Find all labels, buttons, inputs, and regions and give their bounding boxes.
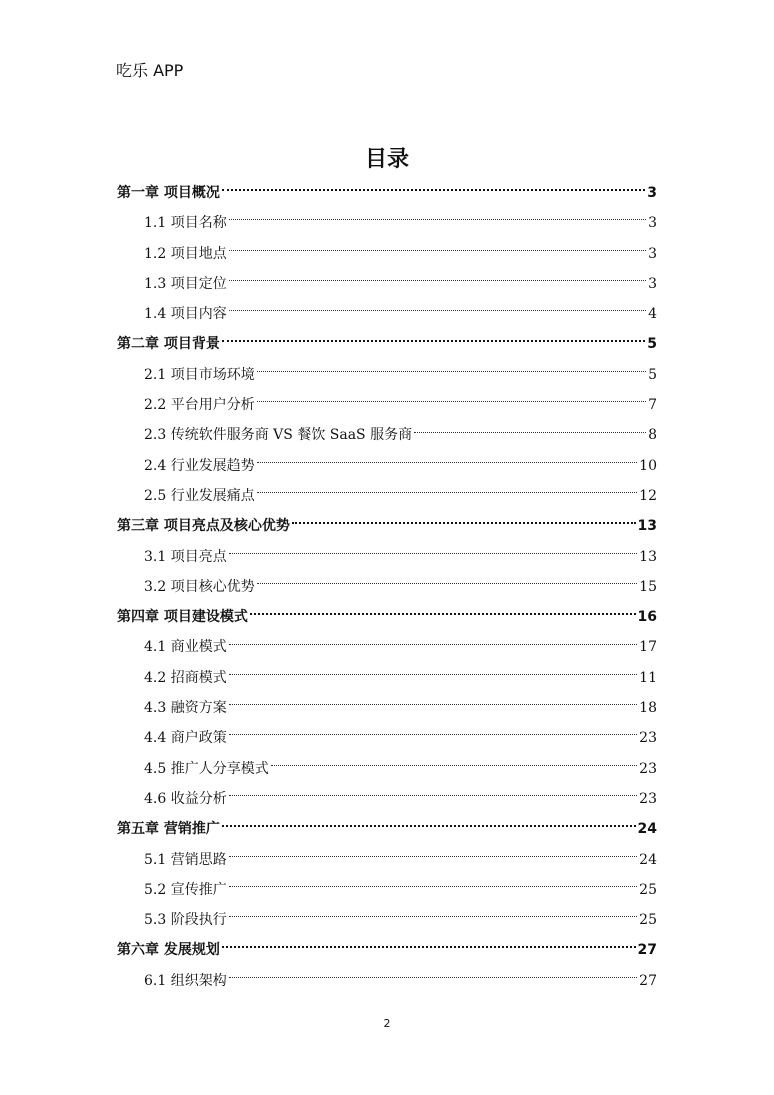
dot-leader (257, 461, 637, 463)
toc-entry-page: 7 (648, 397, 657, 414)
toc-entry-label: 1.3 项目定位 (144, 275, 227, 292)
toc-entry-page: 27 (639, 972, 657, 989)
toc-entry-page: 23 (639, 730, 657, 747)
toc-entry-page: 25 (639, 881, 657, 898)
toc-entry-page: 4 (648, 306, 657, 323)
toc-entry-label: 第一章 项目概况 (117, 185, 220, 201)
toc-entry-page: 13 (637, 518, 657, 535)
dot-leader (222, 824, 636, 827)
dot-leader (229, 915, 637, 917)
toc-entry-label: 2.4 行业发展趋势 (144, 457, 255, 474)
toc-entry-label: 2.3 传统软件服务商 VS 餐饮 SaaS 服务商 (144, 427, 413, 444)
toc-section-entry[interactable] (117, 542, 657, 572)
dot-leader (257, 400, 646, 402)
toc-section-entry[interactable] (117, 754, 657, 784)
toc-entry-label: 4.1 商业模式 (144, 639, 227, 656)
toc-entry-label: 4.6 收益分析 (144, 790, 227, 807)
toc-entry-page: 18 (639, 700, 657, 717)
toc-section-entry[interactable] (117, 481, 657, 511)
dot-leader (257, 370, 646, 372)
toc-section-entry[interactable] (117, 693, 657, 723)
toc-entry-page: 23 (639, 790, 657, 807)
toc-entry-label: 5.1 营销思路 (144, 851, 227, 868)
toc-entry-page: 11 (639, 669, 657, 686)
table-of-contents (117, 178, 657, 996)
toc-entry-page: 3 (648, 275, 657, 292)
dot-leader (229, 643, 637, 645)
toc-section-entry[interactable] (117, 269, 657, 299)
dot-leader (229, 703, 637, 705)
dot-leader (271, 764, 637, 766)
dot-leader (229, 794, 637, 796)
dot-leader (229, 218, 646, 220)
dot-leader (222, 945, 636, 948)
toc-section-entry[interactable] (117, 632, 657, 662)
toc-entry-label: 1.1 项目名称 (144, 215, 227, 232)
dot-leader (229, 249, 646, 251)
dot-leader (222, 188, 645, 191)
dot-leader (229, 309, 646, 311)
toc-entry-label: 3.1 项目亮点 (144, 548, 227, 565)
toc-chapter-entry[interactable] (117, 935, 657, 965)
toc-entry-label: 4.5 推广人分享模式 (144, 760, 269, 777)
toc-entry-page: 10 (639, 457, 657, 474)
toc-entry-label: 2.1 项目市场环境 (144, 366, 255, 383)
toc-entry-label: 第六章 发展规划 (117, 942, 220, 959)
toc-entry-label: 4.2 招商模式 (144, 669, 227, 686)
dot-leader (229, 673, 637, 675)
toc-section-entry[interactable] (117, 451, 657, 481)
toc-entry-page: 24 (637, 821, 657, 838)
toc-entry-label: 5.3 阶段执行 (144, 912, 227, 929)
toc-entry-page: 3 (648, 245, 657, 262)
toc-chapter-entry[interactable] (117, 329, 657, 359)
toc-section-entry[interactable] (117, 360, 657, 390)
toc-entry-label: 1.2 项目地点 (144, 245, 227, 262)
dot-leader (229, 552, 637, 554)
toc-section-entry[interactable] (117, 420, 657, 450)
dot-leader (257, 491, 637, 493)
toc-entry-label: 1.4 项目内容 (144, 306, 227, 323)
toc-section-entry[interactable] (117, 239, 657, 269)
toc-entry-page: 8 (648, 427, 657, 444)
toc-entry-page: 5 (648, 366, 657, 383)
toc-section-entry[interactable] (117, 663, 657, 693)
toc-entry-page: 5 (647, 336, 657, 353)
toc-chapter-entry[interactable] (117, 178, 657, 208)
toc-section-entry[interactable] (117, 723, 657, 753)
toc-section-entry[interactable] (117, 390, 657, 420)
toc-entry-page: 13 (639, 548, 657, 565)
toc-entry-page: 17 (639, 639, 657, 656)
toc-entry-label: 第四章 项目建设模式 (117, 609, 248, 626)
dot-leader (222, 339, 645, 342)
dot-leader (292, 521, 636, 524)
dot-leader (250, 612, 636, 615)
toc-entry-label: 2.5 行业发展痛点 (144, 487, 255, 504)
toc-entry-label: 4.4 商户政策 (144, 730, 227, 747)
toc-entry-page: 24 (639, 851, 657, 868)
toc-section-entry[interactable] (117, 784, 657, 814)
toc-entry-label: 第三章 项目亮点及核心优势 (117, 518, 290, 535)
toc-chapter-entry[interactable] (117, 814, 657, 844)
dot-leader (257, 582, 637, 584)
toc-chapter-entry[interactable] (117, 511, 657, 541)
toc-section-entry[interactable] (117, 572, 657, 602)
dot-leader (414, 431, 646, 433)
toc-section-entry[interactable] (117, 966, 657, 996)
toc-section-entry[interactable] (117, 905, 657, 935)
dot-leader (229, 279, 646, 281)
toc-section-entry[interactable] (117, 845, 657, 875)
dot-leader (229, 733, 637, 735)
dot-leader (229, 976, 637, 978)
toc-entry-label: 第五章 营销推广 (117, 821, 220, 838)
toc-section-entry[interactable] (117, 875, 657, 905)
dot-leader (229, 885, 637, 887)
toc-entry-page: 12 (639, 487, 657, 504)
toc-entry-label: 4.3 融资方案 (144, 700, 227, 717)
toc-entry-page: 15 (639, 578, 657, 595)
toc-entry-page: 16 (637, 609, 657, 626)
toc-section-entry[interactable] (117, 299, 657, 329)
toc-entry-label: 2.2 平台用户分析 (144, 397, 255, 414)
toc-entry-page: 27 (637, 942, 657, 959)
toc-entry-label: 3.2 项目核心优势 (144, 578, 255, 595)
toc-entry-page: 25 (639, 912, 657, 929)
page-number: 2 (383, 1017, 391, 1030)
toc-entry-page: 23 (639, 760, 657, 777)
toc-entry-label: 5.2 宣传推广 (144, 881, 227, 898)
toc-chapter-entry[interactable] (117, 602, 657, 632)
toc-section-entry[interactable] (117, 208, 657, 238)
toc-title: 目录 (364, 147, 409, 172)
page-header: 吃乐 APP (116, 61, 184, 80)
toc-entry-label: 第二章 项目背景 (117, 336, 220, 353)
toc-entry-page: 3 (648, 215, 657, 232)
toc-entry-page: 3 (647, 185, 657, 201)
dot-leader (229, 855, 637, 857)
toc-entry-label: 6.1 组织架构 (144, 972, 227, 989)
